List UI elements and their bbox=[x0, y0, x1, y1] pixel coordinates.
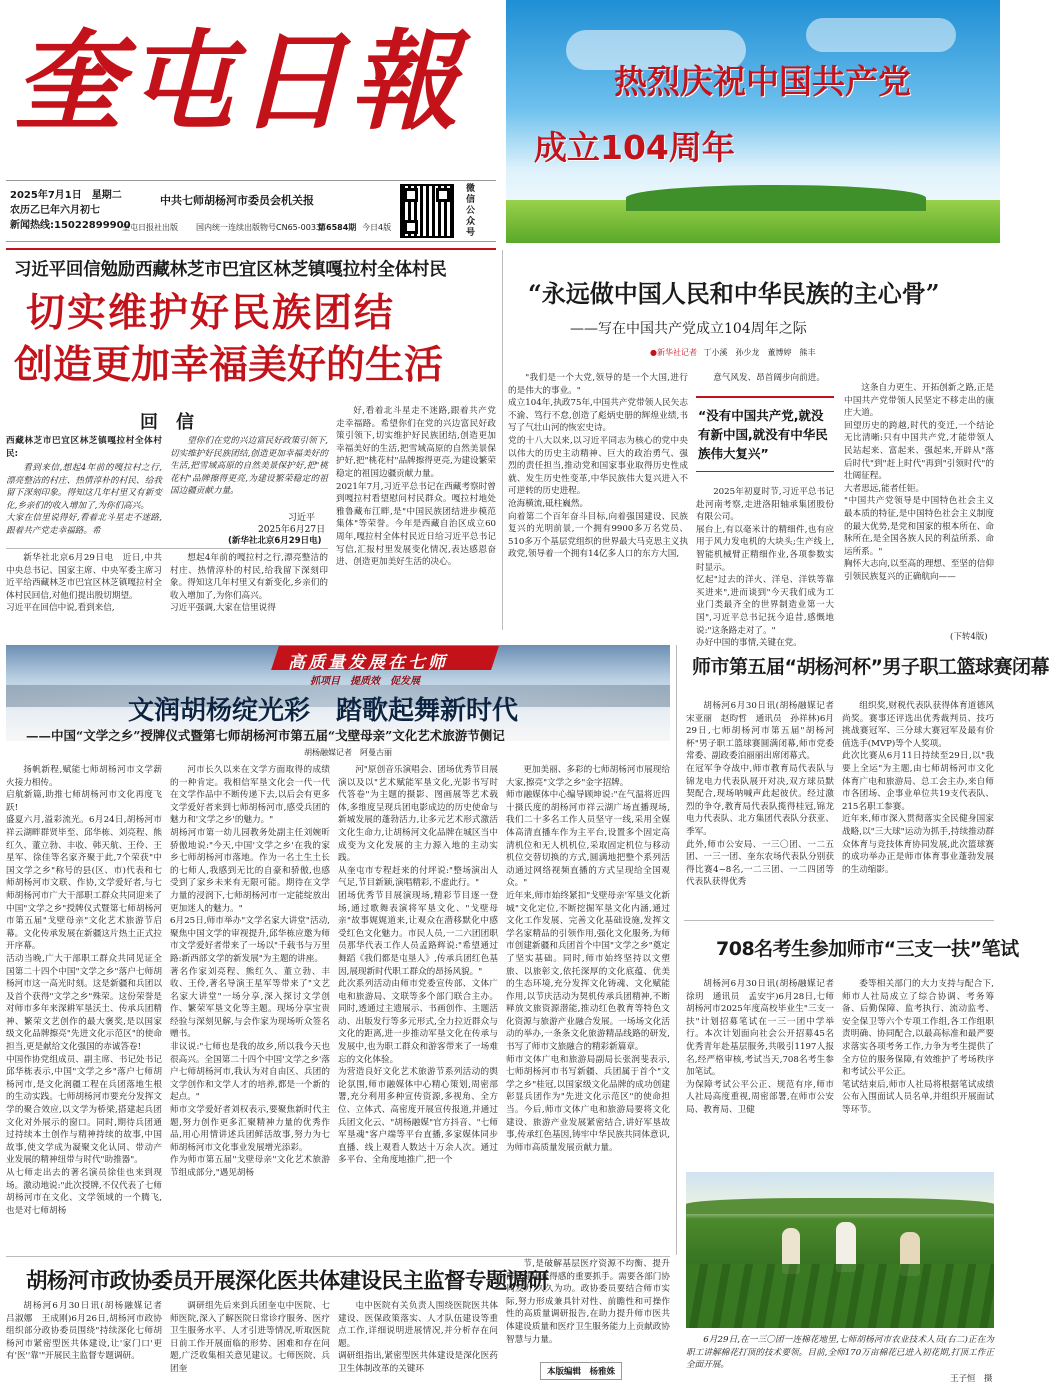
feature-text: 意气风发、昂首阔步向前进。 bbox=[713, 373, 825, 383]
exam-text: 委等相关部门的大力支持与配合下,师市人社局成立了综合协调、考务筹备、后勤保障、监考执行、流动监考、安全保卫等六个专项工作组,各工作组职责明确、协同配合,以最高标准和最严要求落实各项考务工作,力争为考生提供了全方位的服务保障,有效维护了考场秩序和考试公平公正。 笔试结束后,师市人社局将根据笔试成绩公布入围面试人员名单,并组织开展面试等环节。 bbox=[842, 979, 994, 1115]
celebration-banner bbox=[506, 0, 1000, 243]
culture-col-3 bbox=[338, 764, 498, 1250]
basketball-col-1 bbox=[686, 700, 834, 912]
cppcc-text: 屯中医院有关负责人围绕医院医共体建设、医保政策落实、人才队伍建设等重点工作,详细说明进展情况,并分析存在问题。 调研组指出,紧密型医共体建设是深化医药卫生体制改革的关键环 bbox=[338, 1301, 498, 1374]
basketball-text: 组织奖,财税代表队获得体育道德风尚奖。赛事还评选出优秀裁判员、技巧挑战赛冠军、三分球大赛冠军及最有价值选手(MVP)等个人奖项。 此次比赛从6月11日持续至29日,以"我要上全运"为主题,由七师胡杨河市文化体育广电和旅游局、总工会主办,来自师市各团场、企事业单位共19支代表队、215名职工参赛。 近年来,师市深入贯彻落实全民健身国家战略,以"三大球"运动为抓手,持续推动群众体育与竞技体育协同发展,此次篮球赛的成功举办正是师市体育事业蓬勃发展的生动缩影。 bbox=[842, 701, 994, 875]
cppcc-col-2 bbox=[170, 1300, 330, 1382]
date-line: 2025年7月1日 星期二 bbox=[10, 190, 122, 201]
masthead-logo: 奎屯日報 bbox=[14, 19, 463, 145]
section-divider bbox=[6, 1256, 670, 1257]
lead-headline-1: 切实维护好民族团结 bbox=[26, 290, 396, 336]
cppcc-text: 节,是破解基层医疗资源不均衡、提升群众健康获得感的重要抓手。需要各部门协同发力,久久为功。政协委员要结合师市实际,努力形成兼具针对性、前瞻性和可操作性的高质量调研报告,在助力提升师市医共体建设质量和医疗卫生服务能力上贡献政协智慧与力量。 bbox=[506, 1259, 670, 1345]
letter-title: 回 信 bbox=[140, 412, 194, 433]
letter-divider bbox=[6, 548, 328, 549]
lead-kicker: 习近平回信勉励西藏林芝市巴宜区林芝镇嘎拉村全体村民 bbox=[14, 260, 447, 280]
byline-label: ●新华社记者 bbox=[650, 348, 697, 357]
cotton-rows bbox=[686, 1264, 994, 1328]
tree-row bbox=[626, 185, 926, 211]
exam-headline: 708名考生参加师市“三支一扶”笔试 bbox=[716, 938, 1019, 960]
publisher: 奎屯日报社出版 bbox=[122, 223, 178, 232]
cppcc-headline: 胡杨河市政协委员开展深化医共体建设民主监督专题调研 bbox=[26, 1269, 549, 1294]
exam-col-1 bbox=[686, 978, 834, 1170]
banner-line2: 成立104周年 bbox=[534, 128, 735, 167]
pull-quote-text: “没有中国共产党,就没有新中国,就没有中华民族伟大复兴” bbox=[698, 408, 828, 461]
column-divider bbox=[676, 645, 677, 1255]
section-divider bbox=[684, 920, 994, 921]
feature-col-2 bbox=[696, 486, 834, 649]
caption-text: 6月29日,在一三〇团一连棉花地里,七师胡杨河市农业技术人员(右二)正在为职工讲解棉花打顶的技术要领。目前,全师170万亩棉花已进入初花期,打顶工作正全面开展。 bbox=[686, 1335, 994, 1371]
letter-col-1 bbox=[6, 462, 162, 546]
culture-col-4 bbox=[506, 764, 670, 1250]
lunar-line: 农历乙巳年六月初七 bbox=[10, 205, 100, 216]
cppcc-col-4 bbox=[506, 1258, 670, 1358]
issn: 国内统一连续出版物号CN65-0033/ bbox=[196, 223, 324, 232]
issue-number: 第6584期 bbox=[318, 223, 357, 232]
page-editor: 本版编辑 杨雅姝 bbox=[540, 1362, 622, 1380]
tree-line bbox=[686, 1198, 994, 1214]
feature-text: 2025年初夏时节,习近平总书记赴河南考察,走进洛阳轴承集团股份有限公司。 展台上,有以毫米计的精细件,也有应用于风力发电机的大块头;生产线上,智能机械臂正精细作业,各项参数实时显示。 忆起"过去的洋火、洋皂、洋铁等靠买进来",进而谈到"今天我们成为工业门类最齐全的世界制造业第一大国",习近平总书记抚今追昔,感慨地说:"这条路走对了。" 办好中国的事情,关键在党。 bbox=[696, 487, 834, 649]
letter-text: 望你们在党的兴边富民好政策引领下,切实维护好民族团结,创造更加幸福美好的生活,把雪域高原的自然美景保护好,把"桃花村"品牌擦得更亮,为建设繁荣稳定的祖国边疆贡献力量。 bbox=[170, 436, 328, 497]
cloud bbox=[806, 18, 956, 52]
culture-headline: 文润胡杨绽光彩 踏歌起舞新时代 bbox=[128, 696, 519, 726]
letter-signature: 习近平 bbox=[288, 513, 316, 523]
page-count: 今日4版 bbox=[362, 223, 392, 232]
feature-col-2-top bbox=[696, 372, 826, 386]
wechat-label: 微信公众号 bbox=[466, 184, 476, 238]
masthead bbox=[0, 0, 500, 245]
feature-headline: “永远做中国人民和中华民族的主心骨” bbox=[528, 279, 940, 308]
cppcc-col-1 bbox=[6, 1300, 171, 1382]
letter-col-2 bbox=[170, 435, 328, 513]
feature-text: 这条自力更生、开拓创新之路,正是中国共产党带领人民坚定不移走出的康庄大道。 回望历史的跨越,时代的变迁,一个结论无比清晰:只有中国共产党,才能带领人民站起来、富起来、强起来,开辟从"落后时代"到"赶上时代"再到"引领时代"的壮阔征程。 大者思远,能者任钜。 "中国共产党领导是中国特色社会主义最本质的特征,是中国特色社会主义制度的最大优势,是党和国家的根本所在、命脉所在,是全国各族人民的利益所系、命运所系。" 胸怀大志向,以至高的理想、至坚的信仰引领民族复兴的正确航向—— bbox=[844, 383, 994, 582]
sponsor: 中共七师胡杨河市委员会机关报 bbox=[160, 194, 314, 207]
basketball-col-2 bbox=[842, 700, 994, 912]
culture-text: 扬帆新程,赋能七师胡杨河市文学薪火接力相传。 启航新篇,助推七师胡杨河市文化再度飞跃! 盛夏六月,溢彩流光。6月24日,胡杨河市祥云湖畔群贤毕至、邱华栋、刘亮程、熊红久、董立勃、丰收、韩天航、王伶、王星军、徐佳等名家齐聚于此,7个荣获"中国文学之乡"称号的县(区、市)代表和七师胡杨河市文联、作协,文学爱好者,与七师胡杨河市广大干部职工群众共同迎来了中国"文学之乡"授牌仪式暨第七师胡杨河市第五届"戈壁母亲"文化艺术旅游节启幕。文化传承发展在新疆这片热土正式拉开序幕。 活动当晚,广大干部职工群众共同见证全国第二十四个中国"文学之乡"落户七师胡杨河市这一高光时刻。这是新疆和兵团以及首个获得"文学之乡"殊荣。这份荣誉是对师市多年来深耕军垦沃土、传承兵团精神、繁荣文艺创作的最大褒奖,是以国家级文化品牌擦亮"先进文化示范区"的使命担当,更是献给文化强国的赤诚答卷! 中国作协党组成员、副主席、书记处书记邱华栋表示,中国"文学之乡"落户七师胡杨河市,是文化润疆工程在兵团落地生根的生动实践。七师胡杨河市要充分发挥文学的聚合效应,以文学为桥梁,搭建起兵团文化对外展示的窗口。同时,期待兵团通过持续本土创作与精神持续的故事,中国故事,使文学成为凝聚文化认同、带动产业发展的精神纽带与时代"助推器"。 从七师走出去的著名演员徐佳也来到现场。激动地说:"此次授牌,不仅代表了七师胡杨河市在文化、文学领域的一个腾飞,也是对七师胡杨 bbox=[6, 765, 162, 1216]
photo-credit: 王子恒 摄 bbox=[950, 1374, 993, 1384]
feature-subhead: ——写在中国共产党成立104周年之际 bbox=[570, 321, 807, 337]
cotton-field-photo bbox=[686, 1172, 994, 1328]
letter-text: 看到来信,想起4年前的嘎拉村之行,漂亮整洁的村庄、热情淳朴的村民、给我留下深刻印象。得知这几年村里又有新变化,乡亲们的收入增加了,为你们高兴。 大家在信里说得好,看着北斗星走不迷路,跟着共产党走幸福路。希 bbox=[6, 463, 162, 536]
lead-body-text: 好,看着北斗星走不迷路,跟着共产党走幸福路。希望你们在党的兴边富民好政策引领下,切实维护好民族团结,创造更加幸福美好的生活,把雪域高原的自然美景保护好,把"桃花村"品牌擦得更亮,为建设繁荣稳定的祖国边疆贡献力量。 2021年7月,习近平总书记在西藏考察时曾到嘎拉村看望慰问村民群众。嘎拉村地处雅鲁藏布江畔,是"中国民族团结进步模范集体"等荣誉。今年是西藏自治区成立60周年,嘎拉村全体村民近日给习近平总书记写信,汇报村里发展变化情况,表达感恩奋进、创造更加美好生活的决心。 bbox=[336, 406, 496, 568]
culture-text: 更加美丽、多彩的七师胡杨河市展现给大家,擦亮"文学之乡"金字招牌。 师市融媒体中心编导顾坤说:"在气温将近四十摄氏度的胡杨河市祥云湖广场直播现场,我们二十多名工作人员坚守一线,采用全媒体高清直播车作为主平台,设置多个固定高清机位和无人机机位,采取固定机位与移动机位交替切换的方式,圆满地把整个系列活动通过网络视频直播的方式呈现给全国观众。" 近年来,师市始终紧扣"戈壁母亲'军垦文化新城"文化定位,不断挖掘军垦文化内涵,通过文化工作发展、完善文化基础设施,发挥文学名家精品的引领作用,强化文化服务,为师市创建新疆和兵团首个中国"文学之乡"奠定了坚实基础。同时,师市始终坚持以文塑旅、以旅彰文,依托深厚的文化底蕴、优美的生态环境,充分发挥文化铸魂、文化赋能作用,以节庆活动为契机传承兵团精神,不断释放文旅资源潜能,推动红色教育等特色文化资源与旅游产业融合发展。一场场文化活动的举办,一条条文化旅游精品线路的研发,书写了师市文旅融合的精彩新篇章。 师市文体广电和旅游局副局长张润斐表示,七师胡杨河市书写新疆、兵团属于首个"文学之乡"桂冠,以国家级文化品牌的成功创建彰显兵团作为"先进文化示范区"的使命担当。今后,师市文体广电和旅游局要将文化建设、旅游产业发展紧密结合,讲好军垦故事,传承红色基因,铸牢中华民族共同体意识,为师市高质量发展贡献力量。 bbox=[506, 765, 670, 1153]
exam-text: 胡杨河6月30日讯(胡杨融媒记者 徐玥 通讯员 孟安宇)6月28日,七师胡杨河市2025年度高校毕业生"三支一扶"计划招募笔试在一三一团中学举行。本次计划面向社会公开招募45名优秀青年赴基层服务,共吸引1197人报名,经严格审核,考试当天,708名考生参加笔试。 为保障考试公平公正、规范有序,师市人社局高度重视,周密部署,在师市公安局、教育局、卫健 bbox=[686, 979, 834, 1115]
feature-text: "我们是一个大党,领导的是一个大国,进行的是伟大的事业。" 成立104年,执政75年,中国共产党带领人民矢志不渝、笃行不怠,创造了彪炳史册的辉煌业绩,书写了气壮山河的恢宏史诗。 党的十八大以来,以习近平同志为核心的党中央以伟大的历史主动精神、巨大的政治勇气、强烈的责任担当,推动党和国家事业取得历史性成就、发生历史性变革,中华民族伟大复兴进入不可逆转的历史进程。 沧海横流,砥柱巍然。 向着第二个百年奋斗目标,向着强国建设、民族复兴的光明前景,一个拥有9900多万名党员、510多万个基层党组织的世界最大马克思主义执政党,领导着一个拥有14亿多人口的东方大国, bbox=[508, 373, 688, 560]
lead-top-rule bbox=[6, 248, 496, 250]
news-hotline: 新闻热线:15022899900 bbox=[10, 220, 131, 231]
lead-body-text: 想起4年前的嘎拉村之行,漂亮整洁的村庄、热情淳朴的村民,给我留下深刻印象。得知这几年村里又有新变化,乡亲们的收入增加了,为你们高兴。 习近平强调,大家在信里说得 bbox=[170, 553, 328, 614]
feature-pull-quote bbox=[696, 396, 834, 472]
letter-source: (新华社北京6月29日电) bbox=[228, 536, 322, 546]
culture-byline: 胡杨融媒记者 阿曼古丽 bbox=[304, 748, 392, 757]
culture-text: 河市长久以来在文学方面取得的成绩的一种肯定。我相信军垦文化会一代一代在文学作品中不断传递下去,以后会有更多文学爱好者来到七师胡杨河市,感受兵团的魅力和'文学之乡'的魅力。" 胡杨河市第一幼儿园教务处副主任刘婉昕骄傲地说:"今天,中国'文学之乡'在我的家乡七师胡杨河市落地。作为一名土生土长的七师人,我感到无比的自豪和骄傲,也感受到了家乡未来有无限可能。期待在文学力量的浸润下,七师胡杨河市一定能绽放出更加迷人的魅力。" 6月25日,师市举办"文学名家大讲堂"活动,聚焦中国文学的审视提升,邱华栋应邀为师市文学爱好者带来了一场以"千载书与万里路:新西部文学的新发展"为主题的讲座。 著名作家刘亮程、熊红久、董立勃、丰收、王伶,著名导演王星军等带来了"文艺名家大讲堂"一场分享,深入探讨文学创作、繁荣军垦文化等主题。现场分享宝贵经验与深刻见解,与会作家为现场听众签名赠书。 非议说:"七师也是我的故乡,所以我今天也很高兴。全国第二十四个中国'文学之乡'落户七师胡杨河市,我认为对自由区、兵团的文学创作和文学人才的培养,都是一个新的起点。" 师市文学爱好者刘权表示,要聚焦新时代主题,努力创作更多汇聚精神力量的优秀作品,用心用情讲述兵团鲜活故事,努力为七师胡杨河市文化事业发展增光添彩。 作为师市第五届"戈壁母亲"文化艺术旅游节组成部分,"遇见胡杨 bbox=[170, 765, 330, 1178]
feature-jump[interactable]: (下转4版) bbox=[950, 632, 988, 642]
column-divider bbox=[502, 250, 503, 630]
lead-headline-2: 创造更加幸福美好的生活 bbox=[14, 342, 444, 388]
exam-col-2 bbox=[842, 978, 994, 1170]
banner-line1: 热烈庆祝中国共产党 bbox=[614, 62, 911, 101]
cppcc-col-3 bbox=[338, 1300, 498, 1382]
feature-col-1 bbox=[508, 372, 688, 642]
culture-text: 河"原创音乐演唱会、团场优秀节目展演以及以"艺术赋能军垦文化,光影书写时代答卷"为主题的摄影、图画展等艺术载体,多维度呈现兵团电影成边的历史使命与新城发展的蓬勃活力,让多元艺术形式激活文化生命力,让胡杨河文化品牌在城区当中成变为文化发展的主力源入地的主动实践。 从奎屯市专程赶来的付坪说:"整场演出人气足,节目新颖,演唱精彩,不虚此行。" 团场优秀节目展演现场,精彩节目逐一登场,通过歌舞表演将军垦文化、"戈壁母亲"故事娓娓道来,让观众在潜移默化中感受红色文化魅力。市民人员,一二六团团职员那华代表工作人员孟路辉说:"希望通过舞蹈《我们都是屯垦人》,传承兵团红色基因,展现新时代职工群众的昂扬风貌。" 此次系列活动由师市党委宣传部、文体广电和旅游局、文联等多个部门联合主办。同时,透通过主遗展示、书画创作、主题活动、出版发行等多元形式,全力拉近群众与文化的距离,进一步推动军垦文化在传承与发展中,也为职工群众和游客带来了一场难忘的文化体验。 为营造良好文化艺术旅游节系列活动的舆论氛围,师市融媒体中心精心策划,周密部署,充分利用多种宣传资源,多视角、全方位、立体式、高密度开展宣传报道,并通过兵团文化云、"胡杨融媒"官方抖音、"七师军垦魂"客户端等平台直播,多家媒体同步直播、线上观看人数达十万余人次。通过多平台、全角度地推广,把一个 bbox=[338, 765, 498, 1166]
byline-names: 丁小溪 孙少龙 董博婷 熊丰 bbox=[703, 348, 816, 357]
cppcc-text: 调研组先后来到兵团奎屯中医院、七师医院,深入了解医院日常诊疗服务、医疗卫生服务水平、人才引进等情况,听取医院日前工作开展面临的形势、困难和存在问题,广泛收集相关意见建议。七师医院、兵团奎 bbox=[170, 1301, 330, 1374]
feature-col-3 bbox=[844, 382, 994, 618]
feature-byline bbox=[650, 347, 816, 358]
letter-date: 2025年6月27日 bbox=[258, 525, 326, 535]
lead-body-text: 新华社北京6月29日电 近日,中共中央总书记、国家主席、中央军委主席习近平给西藏林芝市巴宜区林芝镇嘎拉村全体村民回信,对他们提出殷切期望。 习近平在回信中说,看到来信, bbox=[6, 553, 162, 614]
culture-col-2 bbox=[170, 764, 330, 1250]
culture-col-1 bbox=[6, 764, 162, 1250]
lead-body-col-2 bbox=[170, 552, 328, 626]
qr-code[interactable] bbox=[400, 184, 454, 238]
culture-subhead: ——中国“文学之乡”授牌仪式暨第七师胡杨河市第五届“戈壁母亲”文化艺术旅游节侧记 bbox=[26, 728, 505, 743]
culture-band-sub: 抓项目 提质效 促发展 bbox=[310, 676, 420, 687]
basketball-text: 胡杨河6月30日讯(胡杨融媒记者 宋亚丽 赵昀哲 通讯员 孙祥林)6月29日,七师胡杨河市第五届"胡杨河杯"男子职工篮球赛圆满闭幕,师市党委常委、副政委泊丽丽出席闭幕式。 在冠军争夺战中,师市教育局代表队与锦龙电力代表队展开对决,双方球员默契配合,现场呐喊声此起彼伏。经过激烈的争夺,教育局代表队揽得桂冠,锦龙电力代表队、北方集团代表队分获亚、季军。 此外,师市公安局、一三〇团、一二五团、一三一团、奎东农场代表队分别获得比赛4~8名,一二三团、一二四团等代表队获得优秀 bbox=[686, 701, 834, 888]
culture-band-title: 高质量发展在七师 bbox=[288, 653, 448, 673]
lead-body-col-1 bbox=[6, 552, 162, 626]
letter-greeting: 西藏林芝市巴宜区林芝镇嘎拉村全体村民: bbox=[6, 436, 162, 459]
lead-body-col-3 bbox=[336, 405, 496, 627]
cppcc-text: 胡杨河6月30日讯(胡杨融媒记者 吕淑娜 王成刚)6月26日,胡杨河市政协组织部分政协委员围绕"持续深化七师胡杨河市紧密型医共体建设,让'家门口'更有'医''靠'"开展民主监督专题调研。 bbox=[6, 1301, 171, 1362]
basketball-headline: 师市第五届“胡杨河杯”男子职工篮球赛闭幕 bbox=[692, 656, 1049, 678]
photo-caption bbox=[686, 1334, 994, 1372]
